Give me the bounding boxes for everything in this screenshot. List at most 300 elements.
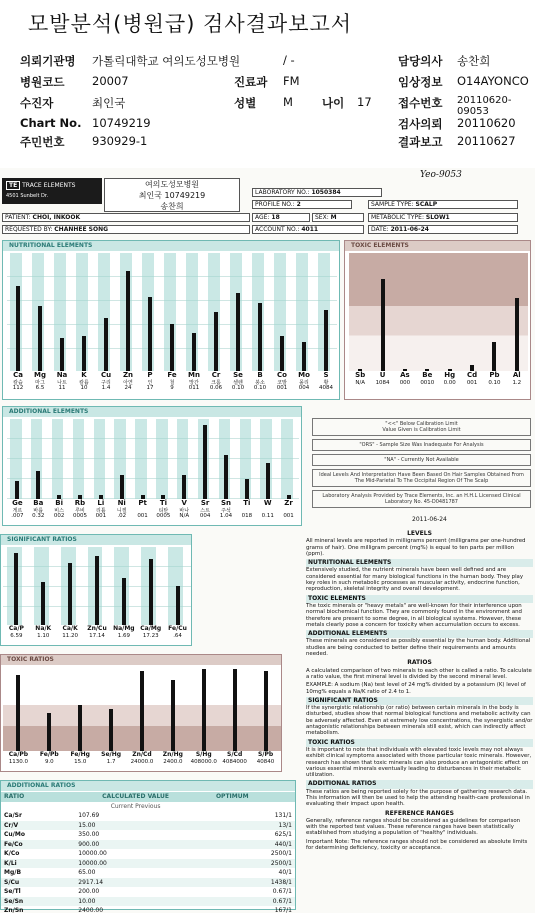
doctor-label: 담당의사 [398, 54, 443, 68]
doctor-value: 송찬희 [457, 54, 491, 68]
ratio-optimum: 13/1 [278, 821, 292, 829]
date-stamp: 2011-06-24 [412, 516, 447, 523]
ratio-current: 900.00 [78, 840, 100, 848]
significant-ratio-label: Na/K [35, 625, 52, 632]
toxic-ratio-value: 1130.0 [8, 759, 29, 765]
stamp-line-2: 최인국 10749219 [138, 191, 206, 200]
nutritional-bar-cu [104, 318, 108, 371]
ratio-row [1, 887, 295, 897]
resident-label: 주민번호 [20, 135, 65, 149]
additional-title: ADDITIONAL ELEMENTS [3, 407, 301, 417]
additional-label: Ba [33, 499, 44, 507]
account-no: 4011 [301, 226, 319, 233]
chart-label: Chart No. [20, 116, 82, 130]
nutritional-label-korean: 몰리 [299, 380, 309, 386]
profile-label: PROFILE NO.: [255, 201, 295, 208]
nutritional-label: Na [56, 371, 68, 379]
ratio-current: 65.00 [78, 869, 96, 877]
significant-ratio-bar-ca-p [14, 553, 18, 625]
additional-value: .02 [117, 513, 127, 519]
patient-value: 최인국 [92, 96, 126, 110]
toxic-ratio-label: Se/Hg [101, 751, 122, 758]
ratio-row [1, 897, 295, 907]
account-box [252, 225, 364, 234]
toxic-ratio-bar-s-pb [264, 671, 268, 751]
additional-label: Ge [12, 499, 23, 507]
lab-no-label: LABORATORY NO.: [255, 189, 310, 196]
nutritional-label-korean: 칼슘 [13, 380, 23, 386]
nutritional-panel [2, 240, 340, 400]
significant-ratio-bar-na-k [41, 582, 45, 625]
ratio-row [1, 840, 295, 850]
toxic-ratio-label: Zn/Hg [162, 751, 183, 758]
ratio-name: Cu/Mo [4, 831, 25, 839]
hospital-code-label: 병원코드 [20, 75, 65, 89]
sex-label-en: SEX: [315, 214, 329, 221]
additional-value: 0005 [156, 513, 171, 519]
significant-ratio-label: Ca/K [62, 625, 78, 632]
nutritional-label-korean: 망간 [189, 380, 199, 386]
additional-bar-w [266, 463, 270, 499]
ratio-header-cell: RATIO [4, 793, 25, 801]
nutritional-value: 001 [276, 385, 288, 391]
ratio-subheader-cell [213, 802, 295, 812]
nutritional-label: B [257, 371, 263, 379]
metabolic-box [368, 213, 518, 222]
nutritional-label-korean: 셀렌 [233, 380, 243, 386]
legend-reference-text: Generally, reference ranges should be considered as guidelines for comparison with the reported test values. These reference ranges have been statistically established from studying a population of "healthy" individuals. [306, 817, 521, 837]
toxic-panel [344, 240, 531, 400]
additional-value: 1.04 [219, 513, 233, 519]
toxic-ratio-value: 24000.0 [130, 759, 154, 765]
additional-label-korean: 리튬 [96, 508, 106, 514]
nutritional-label: Fe [167, 371, 177, 379]
nutritional-label-korean: 코발 [277, 380, 287, 386]
additional-ratios-panel [0, 780, 296, 913]
toxic-value: 0.10 [488, 380, 501, 386]
ratio-optimum: 0.67/1 [272, 897, 292, 905]
toxic-ratio-value: 4084000 [222, 759, 247, 765]
toxic-value: 1.2 [512, 380, 522, 386]
additional-plot [7, 419, 299, 499]
legend-text [306, 528, 533, 912]
age-label: 나이 [322, 96, 345, 110]
ratio-optimum: 1438/1 [270, 878, 292, 886]
legend-nutritional-heading: NUTRITIONAL ELEMENTS [306, 559, 533, 567]
nutritional-value: 0.06 [209, 385, 223, 391]
additional-label: Ti [243, 499, 251, 507]
significant-ratio-bar-fe-cu [176, 586, 180, 625]
nutritional-label-korean: 아연 [123, 380, 133, 386]
ratio-name: Mg/B [4, 869, 22, 877]
significant-ratio-label: Ca/Mg [140, 625, 162, 632]
ratio-current: 200.00 [78, 888, 100, 896]
toxic-title: TOXIC ELEMENTS [345, 241, 530, 251]
additional-bar-ni [120, 475, 124, 499]
sample-box [368, 200, 518, 209]
legend-levels-text: All mineral levels are reported in milligrams percent (milligrams per one-hundred grams of hair). One milligram percent (mg%) is equal to ten parts per million (ppm). [306, 538, 526, 557]
additional-column [156, 419, 167, 499]
nutritional-bar-co [280, 336, 284, 371]
nutritional-bar-zn [126, 271, 130, 371]
toxic-label: Al [512, 371, 521, 379]
ratio-header-cell: OPTIMUM [215, 793, 249, 801]
nutritional-label-korean: 마그 [35, 380, 45, 386]
toxic-ratio-label: Ca/Pb [8, 751, 29, 758]
ratio-row [1, 811, 295, 821]
nutritional-label: Mg [34, 371, 46, 379]
toxic-ratio-bar-fe-hg [78, 705, 82, 751]
additional-label: Bi [55, 499, 63, 507]
toxic-label: Pb [489, 371, 500, 379]
result-value: 20110627 [457, 134, 516, 148]
nutritional-value: 9 [170, 385, 174, 391]
handwritten-note: Yeo-9053 [420, 170, 462, 180]
request-label: 검사의뢰 [398, 117, 443, 131]
ratio-current: 107.69 [78, 812, 100, 820]
nutritional-label-korean: 황 [323, 380, 329, 386]
nutritional-bar-p [148, 297, 152, 371]
ratio-optimum: 625/1 [274, 831, 292, 839]
additional-label: Zr [284, 499, 293, 507]
nutritional-label: Cu [100, 371, 112, 379]
age-en: 18 [271, 214, 280, 221]
toxic-ratios-labels [3, 751, 281, 771]
additional-value: N/A [179, 513, 190, 519]
stamp-line-3: 송찬희 [160, 202, 184, 211]
toxic-ratio-label: S/Hg [195, 751, 212, 758]
nutritional-value: 6.5 [35, 385, 45, 391]
nutritional-label: Cr [211, 371, 221, 379]
legend-reference-heading: REFERENCE RANGES [385, 809, 454, 817]
institution-label: 의뢰기관명 [20, 54, 76, 68]
nutritional-label-korean: 붕소 [255, 380, 265, 386]
ratio-name: Cr/V [4, 821, 19, 829]
nutritional-value: 24 [124, 385, 132, 391]
report-date: 2011-06-24 [390, 226, 429, 233]
ratio-row [1, 906, 295, 913]
nutritional-bar-b [258, 303, 262, 371]
nutritional-value: 11 [58, 385, 66, 391]
ratio-row [1, 878, 295, 888]
age-value: 17 [357, 95, 372, 109]
legend-nutritional-text: Extensively studied, the nutrient minerals have been well defined and are considered essential for many biological functions in the human body. They play key roles in such metabolic processes as muscular activity, endocrine function, reproduction, skeletal integrity and overall development. [306, 567, 524, 593]
toxic-ratio-value: 9.0 [44, 759, 54, 765]
ratio-row [1, 868, 295, 878]
significant-ratio-value: 17.14 [89, 633, 105, 639]
patient-name-en: CHOI, INKOOK [32, 214, 81, 221]
additional-value: 0.32 [32, 513, 45, 519]
additional-label-korean: 주석 [221, 508, 231, 514]
receipt-label: 접수번호 [398, 96, 443, 110]
nutritional-bar-mg [38, 306, 42, 371]
toxic-ratios-panel [0, 654, 282, 772]
ratio-optimum: 167/1 [274, 907, 292, 913]
toxic-ratio-bar-ca-pb [16, 675, 20, 751]
nutritional-value: 17 [146, 385, 154, 391]
toxic-label: As [400, 371, 410, 379]
nutritional-bar-ca [16, 286, 20, 371]
toxic-ratio-bar-fe-pb [47, 713, 51, 751]
profile-no: 2 [296, 201, 301, 208]
ratio-row [1, 849, 295, 859]
additional-label: Ti [159, 499, 168, 507]
ratio-current: 2917.14 [78, 878, 104, 886]
additional-value: .007 [11, 513, 24, 519]
ratio-row [1, 830, 295, 840]
toxic-bar-u [381, 279, 385, 371]
significant-ratio-value: 17.23 [142, 633, 159, 639]
nutritional-bar-fe [170, 324, 174, 371]
lab-no-box [252, 188, 382, 197]
additional-bar-sr [203, 425, 207, 499]
nutritional-value: 011 [188, 385, 200, 391]
toxic-ratio-bar-s-hg [202, 669, 206, 751]
legend-toxic-text: The toxic minerals or "heavy metals" are well-known for their interference upon normal biochemical function. They are commonly found in the environment and therefore are present to some degree, in all biological systems. However, these metals clearly pose a concern for toxicity when accumulation occurs to excess. [306, 602, 522, 628]
toxic-ratio-value: 2400.0 [163, 759, 183, 765]
lab-logo [2, 178, 102, 204]
note-na: "NA" - Currently Not Available [312, 454, 531, 466]
note-sampling: Ideal Levels And Interpretation Have Been Based On Hair Samples Obtained From The Mid-Parietal To The Occipital Region Of The Scalp [312, 469, 531, 487]
nutritional-label: Ca [13, 371, 23, 379]
clinic-value: FM [283, 74, 300, 88]
note-ors: "ORS" - Sample Size Was Inadequate For Analysis [312, 439, 531, 451]
toxic-ratio-value: 1.7 [106, 759, 116, 765]
additional-value: 018 [241, 513, 253, 519]
clinical-info-value: O14AYONCO [457, 74, 529, 88]
significant-ratio-bar-na-mg [122, 578, 126, 625]
significant-ratio-label: Na/Mg [113, 625, 135, 632]
lab-address: 4501 Sunbelt Dr. [6, 193, 49, 199]
nutritional-bar-mo [302, 342, 306, 372]
legend-additional-heading: ADDITIONAL ELEMENTS [306, 630, 533, 638]
nutritional-label: Mo [298, 371, 310, 379]
additional-column [281, 419, 292, 499]
additional-bar-ba [36, 471, 40, 499]
ratio-name: Zn/Sn [4, 907, 24, 913]
ratio-optimum: 440/1 [274, 840, 292, 848]
ratio-current: 15.00 [78, 821, 96, 829]
toxic-value: 0010 [420, 380, 435, 386]
additional-value: 001 [95, 513, 107, 519]
additional-value: 0.11 [261, 513, 274, 519]
nutritional-label-korean: 인 [147, 380, 153, 386]
report-title: 모발분석(병원급) 검사결과보고서 [28, 12, 353, 36]
nutritional-bar-cr [214, 312, 218, 371]
chart-value: 10749219 [92, 116, 151, 130]
legend-levels-heading: LEVELS [407, 530, 432, 537]
nutritional-value: 10 [80, 385, 88, 391]
patient-label-en: PATIENT: [5, 214, 31, 221]
toxic-label: Be [422, 371, 433, 379]
toxic-label: U [379, 371, 386, 379]
scanned-lab-report [0, 168, 535, 913]
nutritional-label: Se [233, 371, 243, 379]
additional-column [135, 419, 146, 499]
additional-label: V [181, 499, 187, 507]
nutritional-label: Co [277, 371, 287, 379]
notes-boxes [312, 418, 531, 526]
nutritional-label: P [147, 371, 153, 379]
ratio-header-cell: CALCULATED VALUE [102, 793, 170, 801]
clinical-info-label: 임상정보 [398, 75, 443, 89]
patient-box [2, 213, 250, 222]
legend-toxic-ratios-heading: TOXIC RATIOS [306, 739, 533, 747]
ratio-current: 10000.00 [78, 850, 107, 858]
additional-bar-v [182, 475, 186, 499]
requested-by: CHANHEE SONG [54, 226, 109, 233]
patient-label: 수진자 [20, 96, 54, 110]
toxic-ratio-label: S/Cd [227, 751, 243, 758]
result-label: 결과보고 [398, 135, 443, 149]
profile-box [252, 200, 352, 209]
toxic-ratio-label: Zn/Cd [132, 751, 152, 758]
hospital-code-value: 20007 [92, 74, 129, 88]
additional-label: Sr [200, 499, 210, 507]
dept-slash: / - [283, 53, 295, 67]
legend-ratios-heading: RATIOS [407, 659, 432, 667]
toxic-ratio-value: 408000.0 [190, 759, 217, 765]
sex-box [312, 213, 364, 222]
note-lab: Laboratory Analysis Provided by Trace Elements, Inc. an H.H.L Licensed Clinical Laboratory No. 45-D0481787 [312, 490, 531, 508]
nutritional-value: 004 [298, 385, 310, 391]
date-label: DATE: [371, 226, 389, 233]
ratio-name: S/Cu [4, 878, 20, 886]
metabolic-label: METABOLIC TYPE: [371, 214, 424, 221]
lab-logo-icon: TE [6, 181, 20, 190]
ratio-name: Ca/Sr [4, 812, 22, 820]
ratio-optimum: 2500/1 [270, 859, 292, 867]
nutritional-value: 1.4 [101, 385, 111, 391]
ratio-name: Se/Sn [4, 897, 24, 905]
toxic-ratio-value: 15.0 [74, 759, 87, 765]
nutritional-label: Mn [188, 371, 200, 379]
ratio-row [1, 821, 295, 831]
requested-box [2, 225, 250, 234]
ratio-optimum: 131/1 [274, 812, 292, 820]
significant-ratio-bar-zn-cu [95, 556, 99, 625]
additional-label: Ni [117, 499, 126, 507]
nutritional-plot [7, 253, 337, 371]
additional-column [52, 419, 63, 499]
receipt-value: 20110620-09053 [457, 95, 512, 117]
requested-label: REQUESTED BY: [5, 226, 53, 233]
ratio-subheader-cell [1, 802, 58, 812]
additional-bar-ge [15, 481, 19, 499]
resident-value: 930929-1 [92, 134, 148, 148]
additional-label: Sn [220, 499, 231, 507]
nutritional-value: 0.10 [231, 385, 245, 391]
toxic-ratio-label: Fe/Pb [39, 751, 59, 758]
additional-value: 001 [137, 513, 148, 519]
lab-name: TRACE ELEMENTS [22, 182, 76, 189]
additional-value: 002 [53, 513, 65, 519]
additional-label-korean: 티탄 [158, 508, 169, 514]
additional-label: Pt [138, 499, 147, 507]
significant-ratios-title: SIGNIFICANT RATIOS [1, 535, 191, 545]
legend-additional-ratios-text: These ratios are being reported solely for the purpose of gathering research data. This information will then be used to help the attending health-care professional in evaluating their impact upon health. [306, 788, 530, 808]
additional-label: W [263, 499, 272, 507]
additional-labels [7, 499, 299, 525]
significant-ratio-label: Ca/P [8, 625, 24, 632]
additional-label-korean: 비스 [54, 508, 64, 514]
toxic-value: 1084 [375, 380, 390, 386]
header-row-3 [0, 95, 535, 117]
additional-label-korean: 스트 [200, 508, 210, 514]
nutritional-bar-s [324, 310, 328, 371]
institution-value: 가톨릭대학교 여의도성모병원 [92, 54, 241, 68]
account-label: ACCOUNT NO.: [255, 226, 300, 233]
additional-column [73, 419, 84, 499]
ratio-current: 2400.00 [78, 907, 104, 913]
header-row-2 [0, 74, 535, 96]
nutritional-value: 0.10 [253, 385, 267, 391]
legend-significant-heading: SIGNIFICANT RATIOS [306, 697, 533, 705]
toxic-ratio-value: 40840 [256, 759, 275, 765]
ratio-current: 350.00 [78, 831, 100, 839]
nutritional-title: NUTRITIONAL ELEMENTS [3, 241, 339, 251]
toxic-ratios-plot [3, 667, 281, 751]
hospital-stamp [104, 178, 240, 212]
toxic-plot [349, 253, 528, 371]
legend-example-text: EXAMPLE: A sodium (Na) test level of 24 mg% divided by a potassium (K) level of 10mg% equals a Na/K ratio of 2.4 to 1. [306, 682, 526, 695]
ratio-current: 10.00 [78, 897, 96, 905]
date-box [368, 225, 518, 234]
legend-additional-text: These minerals are considered as possibly essential by the human body. Additional studies are being conducted to better define their requirements and amounts needed. [306, 638, 531, 658]
nutritional-labels [7, 371, 337, 399]
ratio-header-row [1, 792, 295, 802]
lab-no: 1050384 [311, 189, 341, 196]
nutritional-value: 112 [12, 385, 24, 391]
toxic-label: Hg [444, 371, 456, 379]
significant-ratios-labels [3, 625, 191, 645]
legend-additional-ratios-heading: ADDITIONAL RATIOS [306, 780, 533, 788]
significant-ratio-value: 6.59 [10, 633, 23, 639]
additional-label-korean: 바나 [179, 508, 190, 514]
nutritional-label-korean: 구리 [101, 380, 111, 386]
significant-ratio-value: .64 [173, 633, 182, 639]
additional-value: 001 [283, 513, 294, 519]
ratio-subheader-row [1, 802, 295, 812]
additional-label: Li [97, 499, 105, 507]
sample-type: SCALP [415, 201, 438, 208]
nutritional-value: 4084 [319, 385, 333, 391]
additional-ratios-table [1, 792, 295, 913]
ratio-name: K/Li [4, 859, 17, 867]
toxic-ratio-bar-zn-cd [140, 671, 144, 751]
significant-ratio-label: Zn/Cu [87, 625, 107, 632]
additional-ratios-grid [1, 792, 295, 913]
toxic-bar-pb [492, 342, 496, 372]
toxic-ratios-title: TOXIC RATIOS [1, 655, 281, 665]
additional-panel [2, 406, 302, 526]
significant-ratio-value: 1.69 [117, 633, 130, 639]
significant-ratio-value: 1.10 [37, 633, 50, 639]
additional-value: 0005 [72, 513, 87, 519]
sex-value: M [283, 95, 293, 109]
significant-ratios-panel [0, 534, 192, 646]
note-calibration: "<<" Below Calibration Limit Value Given is Calibration Limit [312, 418, 531, 436]
additional-value: 004 [199, 513, 211, 519]
ratio-name: Fe/Co [4, 840, 23, 848]
nutritional-label: S [323, 371, 329, 379]
toxic-ratio-bar-s-cd [233, 669, 237, 751]
additional-label-korean: 루비 [75, 508, 85, 514]
metabolic-type: SLOW1 [425, 214, 450, 221]
header-row-5 [0, 134, 535, 156]
legend-toxic-heading: TOXIC ELEMENTS [306, 595, 533, 603]
toxic-labels [349, 371, 528, 399]
